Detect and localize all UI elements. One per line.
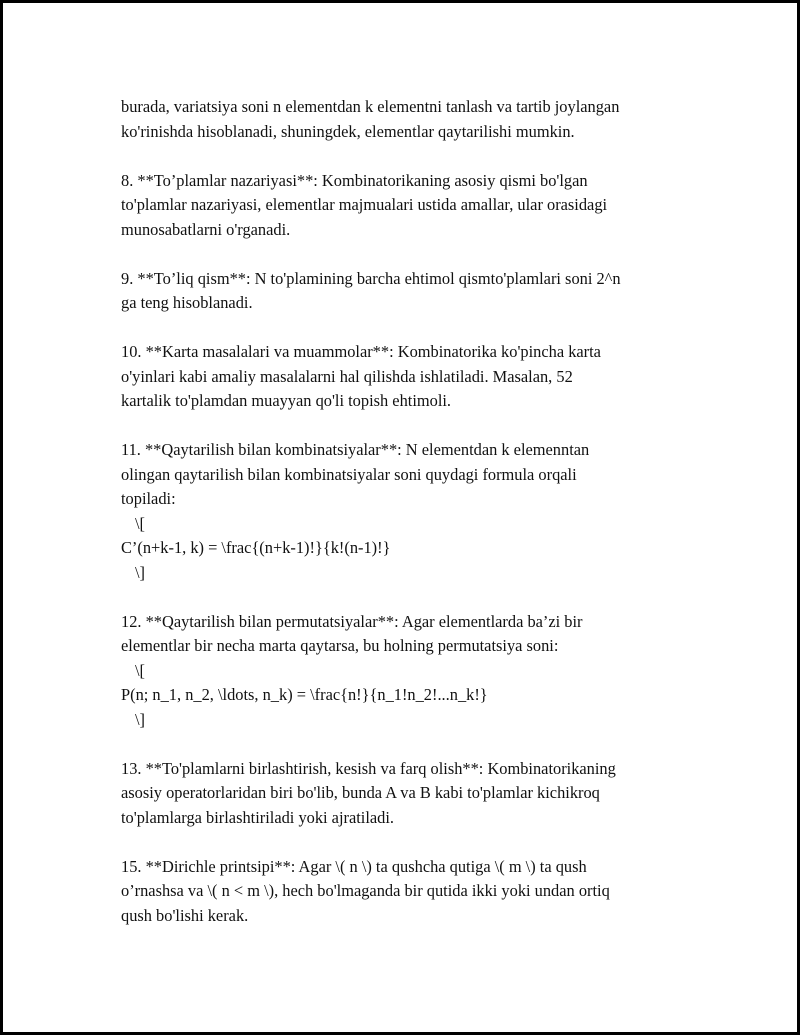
text-line: ko'rinishda hisoblanadi, shuningdek, elementlar qaytarilishi mumkin. bbox=[121, 121, 575, 141]
text-line: 9. **To’liq qism**: N to'plamining barcha ehtimol qismto'plamlari soni 2^n bbox=[121, 268, 621, 288]
text-line: topiladi: bbox=[121, 489, 176, 508]
paragraph-gap bbox=[121, 414, 711, 439]
paragraph-dirichlet-principle bbox=[121, 855, 711, 929]
text-line: elementlar bir necha marta qaytarsa, bu holning permutatsiya soni: bbox=[121, 636, 559, 655]
text-line: to'plamlar nazariyasi, elementlar majmualari ustida amallar, ular orasidagi bbox=[121, 195, 608, 214]
paragraph-gap bbox=[121, 316, 711, 341]
paragraph-gap bbox=[121, 144, 711, 169]
text-line: 13. **To'plamlarni birlashtirish, kesish va farq olish**: Kombinatorikaning bbox=[121, 758, 616, 778]
paragraph-gap bbox=[121, 830, 711, 855]
paragraph-set-operations bbox=[121, 757, 711, 831]
text-line: 12. **Qaytarilish bilan permutatsiyalar**: Agar elementlarda ba’zi bir bbox=[121, 611, 583, 631]
text-line: 11. **Qaytarilish bilan kombinatsiyalar**: N elementdan k elemenntan bbox=[121, 440, 590, 459]
paragraph-permutations-with-repetition bbox=[121, 610, 711, 733]
paragraph-gap bbox=[121, 242, 711, 267]
text-line: asosiy operatorlaridan biri bo'lib, bunda A va B kabi to'plamlar kichikroq bbox=[121, 783, 600, 802]
formula-body: C’(n+k-1, k) = \frac{(n+k-1)!}{k!(n-1)!} bbox=[121, 538, 391, 557]
formula-open: \[ bbox=[135, 660, 146, 680]
text-line: burada, variatsiya soni n elementdan k elementni tanlash va tartib joylangan bbox=[121, 97, 620, 116]
text-line: to'plamlarga birlashtiriladi yoki ajratiladi. bbox=[121, 807, 395, 827]
formula-body: P(n; n_1, n_2, \ldots, n_k) = \frac{n!}{n_1!n_2!...n_k!} bbox=[121, 685, 488, 704]
paragraph-gap bbox=[121, 585, 711, 610]
paragraph-variations-continued bbox=[121, 95, 711, 144]
document-body bbox=[121, 95, 711, 928]
paragraph-set-theory bbox=[121, 169, 711, 243]
text-line: o'yinlari kabi amaliy masalalarni hal qilishda ishlatiladi. Masalan, 52 bbox=[121, 366, 573, 386]
formula-open: \[ bbox=[135, 513, 146, 533]
text-line: kartalik to'plamdan muayyan qo'li topish ehtimoli. bbox=[121, 391, 452, 410]
text-line: 10. **Karta masalalari va muammolar**: Kombinatorika ko'pincha karta bbox=[121, 342, 601, 361]
formula-close: \] bbox=[135, 709, 146, 729]
paragraph-full-subset bbox=[121, 267, 711, 316]
text-line: munosabatlarni o'rganadi. bbox=[121, 219, 291, 239]
text-line: qush bo'lishi kerak. bbox=[121, 905, 249, 925]
paragraph-combinations-with-repetition bbox=[121, 438, 711, 585]
formula-close: \] bbox=[135, 562, 146, 582]
text-line: 15. **Dirichle printsipi**: Agar \( n \) ta qushcha qutiga \( m \) ta qush bbox=[121, 856, 587, 876]
text-line: ga teng hisoblanadi. bbox=[121, 293, 253, 312]
text-line: olingan qaytarilish bilan kombinatsiyalar soni quydagi formula orqali bbox=[121, 464, 577, 484]
paragraph-gap bbox=[121, 732, 711, 757]
text-line: 8. **To’plamlar nazariyasi**: Kombinatorikaning asosiy qismi bo'lgan bbox=[121, 170, 588, 190]
paragraph-card-problems bbox=[121, 340, 711, 414]
text-line: o’rnashsa va \( n < m \), hech bo'lmaganda bir qutida ikki yoki undan ortiq bbox=[121, 881, 610, 900]
